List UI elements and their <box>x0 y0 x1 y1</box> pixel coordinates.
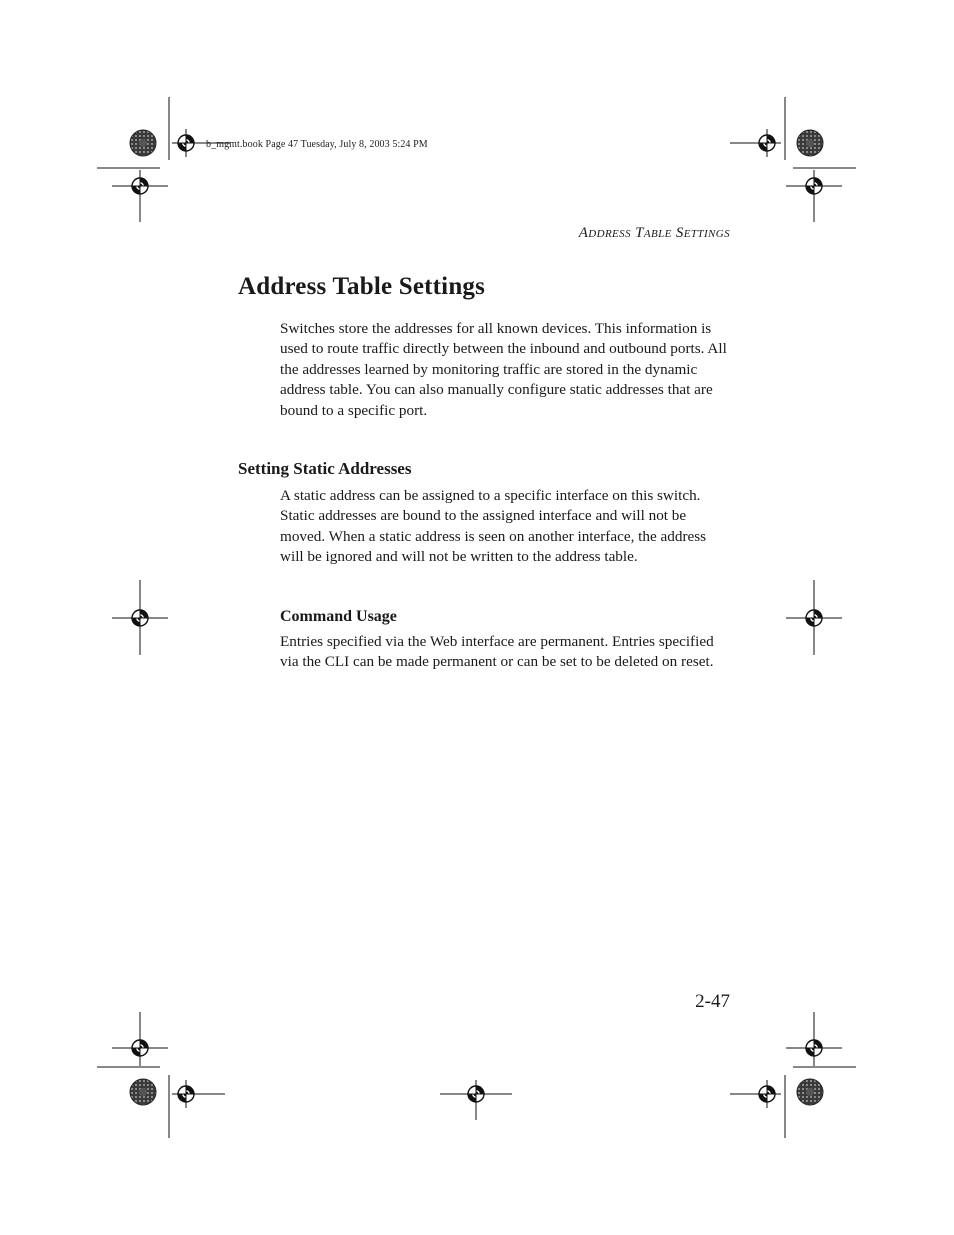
running-head: Address Table Settings <box>578 225 730 241</box>
section-heading: Setting Static Addresses <box>238 459 412 478</box>
book-page-stamp: b_mgmt.book Page 47 Tuesday, July 8, 2003 5:24 PM <box>206 139 428 150</box>
page-number: 2-47 <box>695 991 730 1012</box>
subsection-paragraph: Entries specified via the Web interface are permanent. Entries specified via the CLI can be made permanent or can be set to be deleted on reset. <box>280 633 714 671</box>
intro-paragraph: Switches store the addresses for all known devices. This information is used to route traffic directly between the inbound and outbound ports. All the addresses learned by monitoring traffic are stored in the dynamic address table. You can also manually configure static addresses that are bound to a specific port. <box>280 320 727 419</box>
page-title: Address Table Settings <box>238 273 486 300</box>
subsection-heading: Command Usage <box>280 608 397 625</box>
section-paragraph: A static address can be assigned to a specific interface on this switch. Static addresses are bound to the assigned interface and will not be moved. When a static address is seen on another interface, the address will be ignored and will not be written to the address table. <box>280 487 707 566</box>
